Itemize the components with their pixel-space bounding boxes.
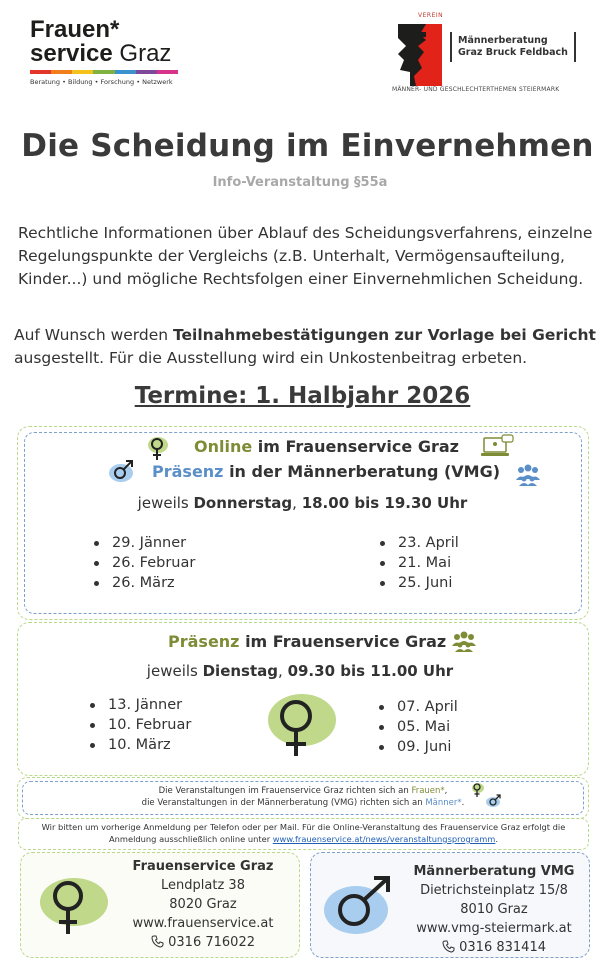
logo-verein-text: VEREIN <box>418 12 444 19</box>
box1-line1: Online im Frauenservice Graz <box>194 437 459 456</box>
contact-phone[interactable]: 0316 831414 <box>402 938 586 957</box>
notice-paragraph: Auf Wunsch werden Teilnahmebestätigungen zur Vorlage bei Gericht ausgestellt. Für die Ausstellung wird ein Unkostenbeitrag erbeten. <box>14 326 596 367</box>
laptop-icon <box>480 434 514 460</box>
male-symbol-icon <box>486 794 502 808</box>
registration-note: Wir bitten um vorherige Anmeldung per Telefon oder per Mail. Für die Online-Veranstaltung des Frauenservice Graz erfolgt die Anmeldung ausschließlich online unter www.frauenservice.at/news/veranstaltungsprogramm. <box>18 818 589 850</box>
box1-line2: Präsenz in der Männerberatung (VMG) <box>152 462 501 481</box>
page-subtitle: Info-Veranstaltung §55a <box>212 175 388 190</box>
contact-street: Lendplatz 38 <box>161 878 245 893</box>
face-profile-icon <box>396 20 446 86</box>
date-item: 26. Februar <box>90 553 195 573</box>
logo-left-line2: service Graz <box>30 40 172 67</box>
box1-schedule: jeweils Donnerstag, 18.00 bis 19.30 Uhr <box>137 494 468 512</box>
contact-web[interactable]: www.frauenservice.at <box>132 916 274 931</box>
date-item: 09. Juni <box>375 737 458 757</box>
contact-name: Männerberatung VMG <box>413 864 575 879</box>
registration-link[interactable]: www.frauenservice.at/news/veranstaltungsprogramm <box>272 834 496 844</box>
box1-dates-right <box>376 533 459 593</box>
termine-heading: Termine: 1. Halbjahr 2026 <box>134 383 471 409</box>
contact-vmg-text <box>402 862 586 957</box>
female-symbol-icon <box>262 690 338 760</box>
audience-note: Die Veranstaltungen im Frauenservice Graz richten sich an Frauen*, die Veranstaltungen in der Männerberatung (VMG) richten sich an Männer*. <box>22 781 584 815</box>
logo-left-line1: Frauen* <box>30 16 120 43</box>
box2-title: Präsenz im Frauenservice Graz <box>168 632 447 651</box>
phone-icon <box>151 935 164 948</box>
box1-dates-left <box>90 533 195 593</box>
box2-dates-left <box>86 695 191 755</box>
date-item: 23. April <box>376 533 459 553</box>
date-item: 10. März <box>86 735 191 755</box>
date-item: 26. März <box>90 573 195 593</box>
logo-color-bars <box>30 70 178 74</box>
female-symbol-icon <box>146 436 168 462</box>
contact-name: Frauenservice Graz <box>132 859 274 874</box>
date-item: 13. Jänner <box>86 695 191 715</box>
logo-tagline: Beratung • Bildung • Forschung • Netzwerk <box>30 78 173 86</box>
contact-city: 8010 Graz <box>460 902 528 917</box>
maennerberatung-logo <box>390 12 590 92</box>
female-symbol-icon <box>470 782 484 798</box>
intro-paragraph: Rechtliche Informationen über Ablauf des Scheidungsverfahrens, einzelne Regelungspunkte der Vergleichs (z.B. Unterhalt, Vermögensaufteilung, Kinder...) und mögliche Rechtsfolgen einer Einvernehmlichen Scheidung. <box>18 224 593 288</box>
contact-street: Dietrichsteinplatz 15/8 <box>420 883 568 898</box>
contact-phone[interactable]: 0316 716022 <box>118 933 288 952</box>
group-icon <box>450 630 478 652</box>
contact-city: 8020 Graz <box>169 897 237 912</box>
box2-dates-right <box>375 697 458 757</box>
date-item: 07. April <box>375 697 458 717</box>
contact-web[interactable]: www.vmg-steiermark.at <box>416 921 572 936</box>
date-item: 25. Juni <box>376 573 459 593</box>
phone-icon <box>442 940 455 953</box>
date-item: 05. Mai <box>375 717 458 737</box>
date-item: 21. Mai <box>376 553 459 573</box>
logo-right-subline: MÄNNER- UND GESCHLECHTERTHEMEN STEIERMARK <box>392 86 560 93</box>
date-item: 29. Jänner <box>90 533 195 553</box>
contact-frauenservice-text <box>118 857 288 952</box>
male-symbol-icon <box>322 872 398 938</box>
date-item: 10. Februar <box>86 715 191 735</box>
male-symbol-icon <box>108 458 136 484</box>
box2-schedule: jeweils Dienstag, 09.30 bis 11.00 Uhr <box>146 662 454 680</box>
page-title: Die Scheidung im Einvernehmen <box>21 128 594 164</box>
female-symbol-icon <box>36 872 110 938</box>
group-icon <box>514 462 542 486</box>
logo-right-name: Männerberatung Graz Bruck Feldbach <box>450 32 576 62</box>
frauenservice-logo <box>30 18 200 86</box>
